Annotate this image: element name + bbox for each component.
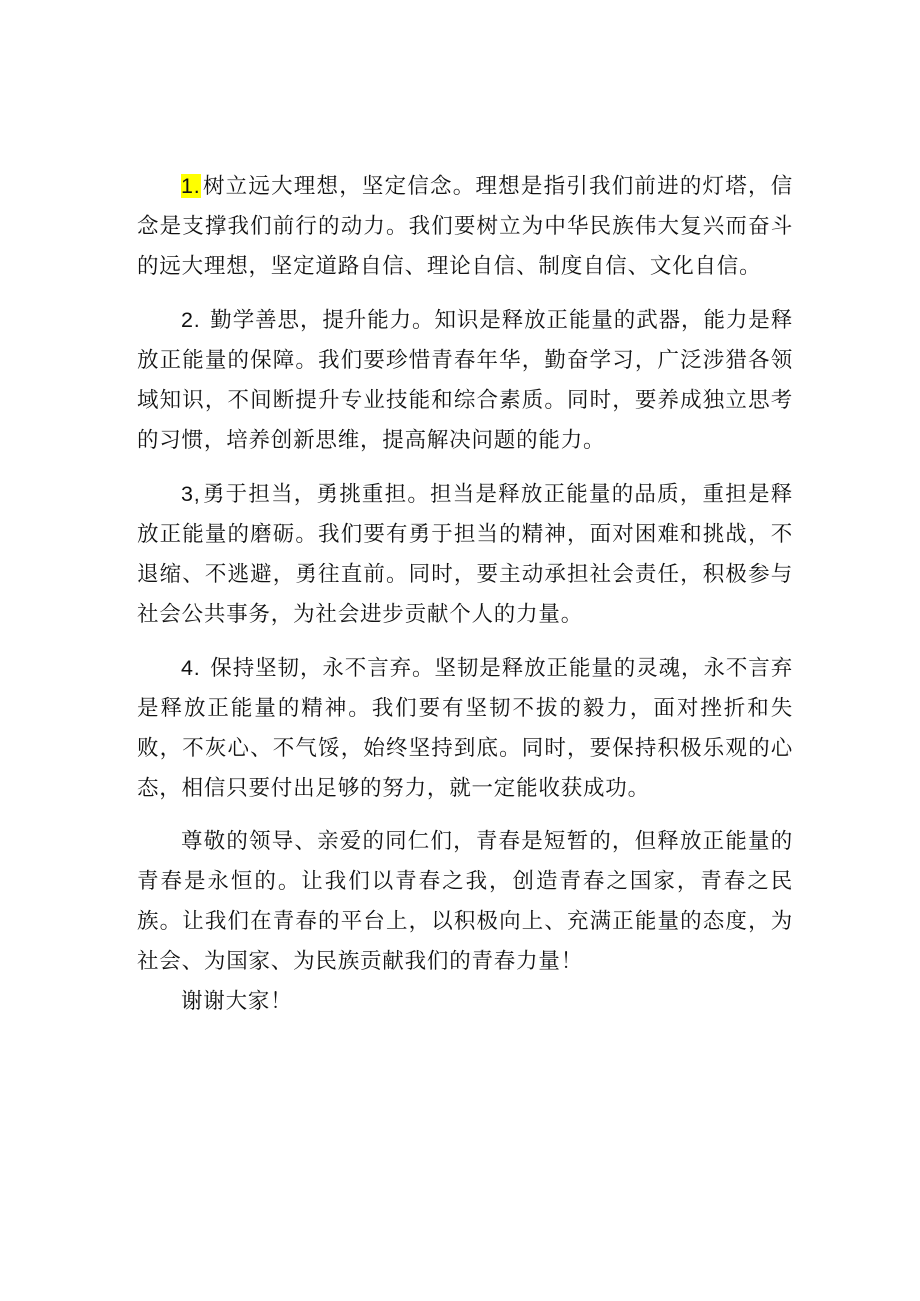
- paragraph-text-1: 树立远大理想，坚定信念。理想是指引我们前进的灯塔，信念是支撑我们前行的动力。我们要树立为中华民族伟大复兴而奋斗的远大理想，坚定道路自信、理论自信、制度自信、文化自信。: [137, 174, 793, 279]
- closing-paragraph: [137, 822, 793, 982]
- paragraph-number-2: 2.: [181, 308, 201, 332]
- paragraph-3: [137, 474, 793, 635]
- thanks-text: 谢谢大家！: [181, 989, 293, 1014]
- paragraph-number-4: 4.: [181, 656, 201, 680]
- paragraph-text-3: 勇于担当，勇挑重担。担当是释放正能量的品质，重担是释放正能量的磨砺。我们要有勇于担当的精神，面对困难和挑战，不退缩、不逃避，勇往直前。同时，要主动承担社会责任，积极参与社会公共事务，为社会进步贡献个人的力量。: [137, 482, 793, 627]
- paragraph-1: [137, 166, 793, 287]
- paragraph-text-4: 保持坚韧，永不言弃。坚韧是释放正能量的灵魂，永不言弃是释放正能量的精神。我们要有坚韧不拔的毅力，面对挫折和失败，不灰心、不气馁，始终坚持到底。同时，要保持积极乐观的心态，相信只要付出足够的努力，就一定能收获成功。: [137, 656, 793, 801]
- paragraph-number-1: 1.: [181, 174, 201, 198]
- paragraph-4: [137, 648, 793, 809]
- paragraph-text-2: 勤学善思，提升能力。知识是释放正能量的武器，能力是释放正能量的保障。我们要珍惜青春年华，勤奋学习，广泛涉猎各领域知识，不间断提升专业技能和综合素质。同时，要养成独立思考的习惯，培养创新思维，提高解决问题的能力。: [137, 308, 793, 453]
- closing-paragraph-text: 尊敬的领导、亲爱的同仁们，青春是短暂的，但释放正能量的青春是永恒的。让我们以青春之我，创造青春之国家，青春之民族。让我们在青春的平台上，以积极向上、充满正能量的态度，为社会、为国家、为民族贡献我们的青春力量！: [137, 829, 793, 974]
- document-body: [137, 166, 793, 1022]
- thanks-line: [137, 982, 793, 1022]
- paragraph-number-3: 3,: [181, 482, 201, 506]
- paragraph-2: [137, 300, 793, 461]
